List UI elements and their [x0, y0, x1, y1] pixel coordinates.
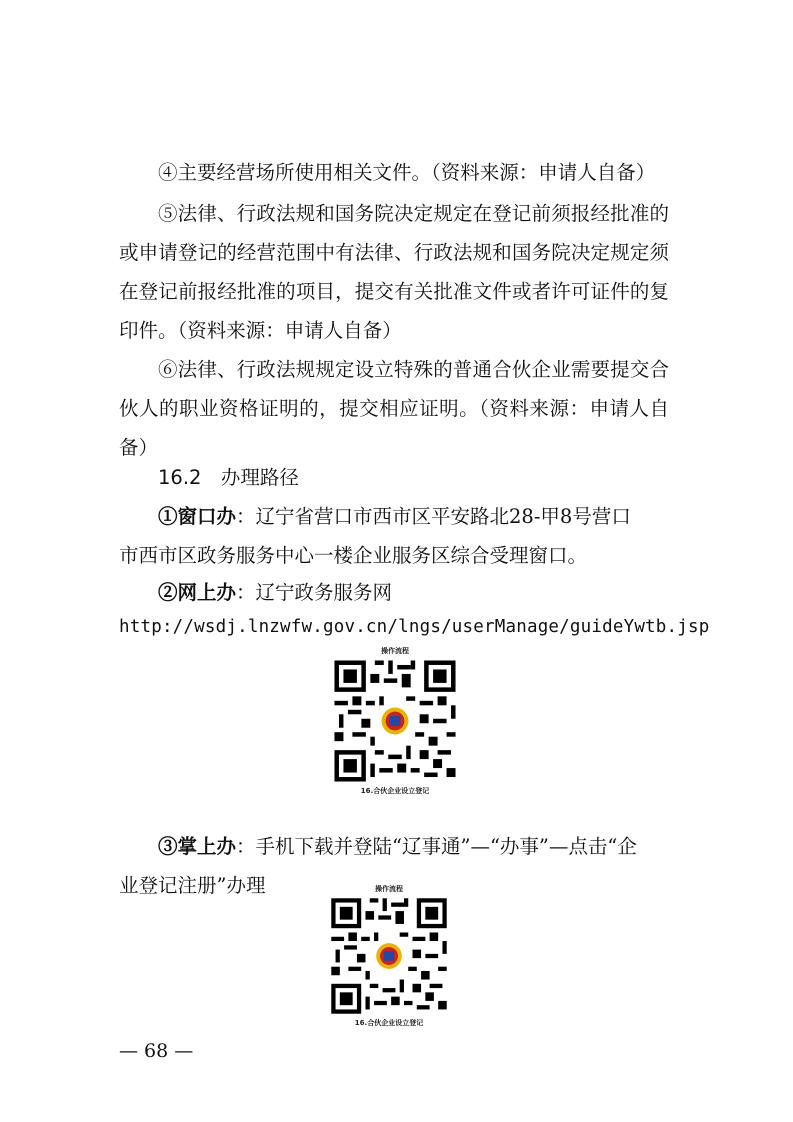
qr-caption-top: 操作流程: [375, 885, 403, 893]
paragraph-item-5-line-3: 在登记前报经批准的项目，提交有关批准文件或者许可证件的复: [119, 280, 669, 303]
online-service-url[interactable]: http://wsdj.lnzwfw.gov.cn/lngs/userManage/guideYwtb.jsp: [119, 617, 710, 637]
qr-code-image: [327, 894, 451, 1018]
online-service-text: ：辽宁政务服务网: [236, 581, 393, 604]
window-service-line-2: 市西市区政务服务中心一楼企业服务区综合受理窗口。: [119, 544, 588, 567]
paragraph-item-5-line-1: ⑤法律、行政法规和国务院决定规定在登记前须报经批准的: [158, 202, 669, 225]
section-title: 16.2 办理路径: [158, 466, 299, 489]
online-service-label: ②网上办: [158, 581, 237, 604]
qr-code-block-2: [327, 884, 451, 1028]
qr-code-image: [330, 656, 460, 786]
window-service-text: ：辽宁省营口市西市区平安路北28-甲8号营口: [236, 505, 631, 528]
qr-code-block-1: [330, 646, 460, 796]
qr-caption-bottom: 16.合伙企业设立登记: [360, 787, 430, 795]
paragraph-item-6-line-1: ⑥法律、行政法规规定设立特殊的普通合伙企业需要提交合: [158, 358, 669, 381]
qr-caption-bottom: 16.合伙企业设立登记: [354, 1019, 424, 1027]
window-service-label: ①窗口办: [158, 505, 237, 528]
paragraph-item-5-line-2: 或申请登记的经营范围中有法律、行政法规和国务院决定规定须: [119, 241, 669, 264]
mobile-service-line-2: 业登记注册”办理: [119, 874, 266, 897]
qr-caption-top: 操作流程: [381, 647, 409, 655]
paragraph-item-6-line-3: 备）: [119, 436, 159, 459]
paragraph-item-6-line-2: 伙人的职业资格证明的，提交相应证明。（资料来源：申请人自: [119, 397, 669, 420]
mobile-service-label: ③掌上办: [158, 835, 237, 858]
online-service-line: [158, 580, 392, 606]
mobile-service-text: ：手机下载并登陆“辽事通”—“办事”—点击“企: [236, 835, 637, 858]
paragraph-item-5-line-4: 印件。（资料来源：申请人自备）: [119, 319, 402, 342]
paragraph-item-4: ④主要经营场所使用相关文件。（资料来源：申请人自备）: [158, 161, 656, 184]
window-service-line-1: [158, 504, 631, 530]
page-number: — 68 —: [119, 1040, 194, 1062]
mobile-service-line-1: [158, 834, 637, 860]
